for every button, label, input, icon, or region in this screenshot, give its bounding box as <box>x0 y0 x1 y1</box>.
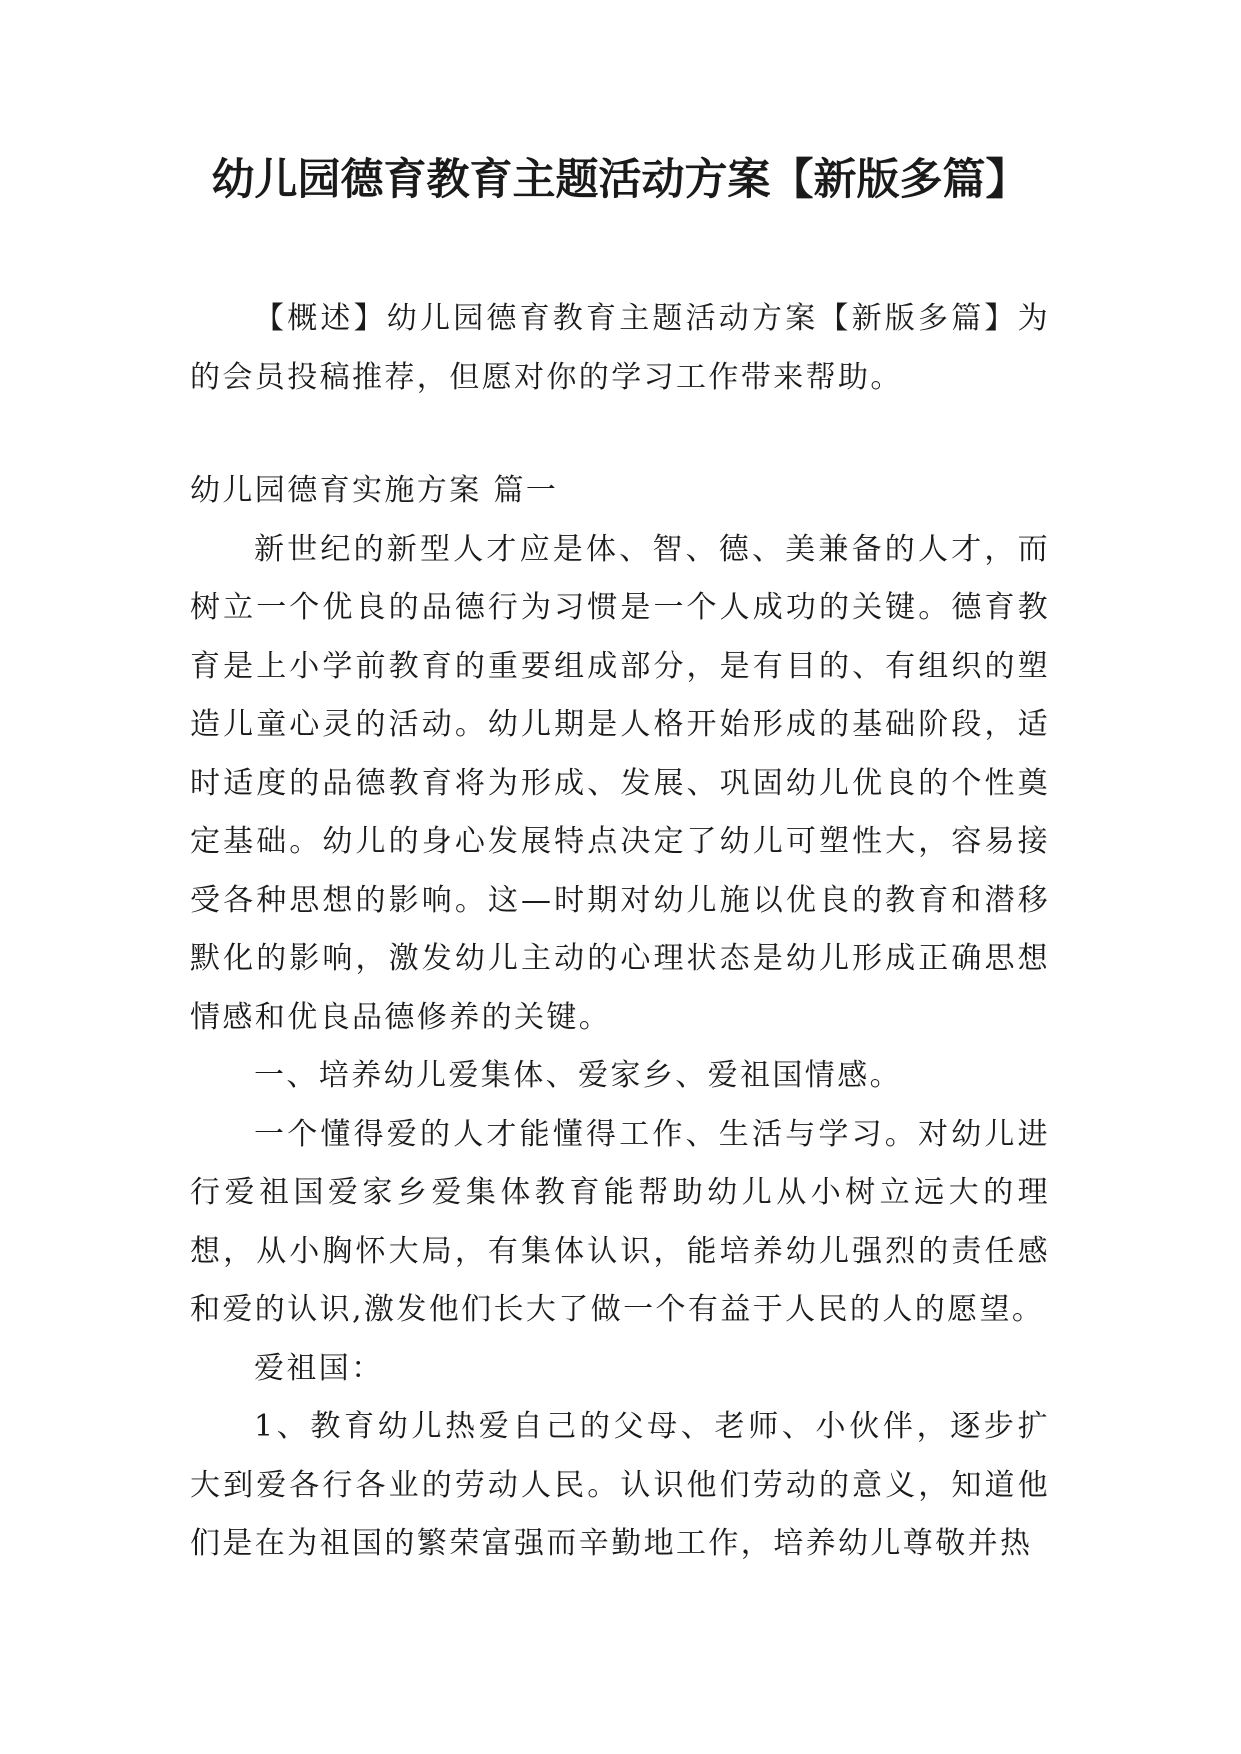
summary-block <box>190 290 1050 407</box>
summary-paragraph: 【概述】幼儿园德育教育主题活动方案【新版多篇】为的会员投稿推荐，但愿对你的学习工作带来帮助。 <box>190 301 1050 395</box>
body-paragraph: 一个懂得爱的人才能懂得工作、生活与学习。对幼儿进行爱祖国爱家乡爱集体教育能帮助幼儿从小树立远大的理想，从小胸怀大局，有集体认识，能培养幼儿强烈的责任感和爱的认识,激发他们长大了做一个有益于人民的人的愿望。 <box>190 1116 1050 1327</box>
section-one <box>190 462 1050 1574</box>
body-paragraph: 新世纪的新型人才应是体、智、德、美兼备的人才，而树立一个优良的品德行为习惯是一个人成功的关键。德育教育是上小学前教育的重要组成部分，是有目的、有组织的塑造儿童心灵的活动。幼儿期是人格开始形成的基础阶段，适时适度的品德教育将为形成、发展、巩固幼儿优良的个性奠定基础。幼儿的身心发展特点决定了幼儿可塑性大，容易接受各种思想的影响。这—时期对幼儿施以优良的教育和潜移默化的影响，激发幼儿主动的心理状态是幼儿形成正确思想情感和优良品德修养的关键。 <box>190 531 1050 1035</box>
document-title: 幼儿园德育教育主题活动方案【新版多篇】 <box>211 155 1029 205</box>
body-paragraph: 一、培养幼儿爱集体、爱家乡、爱祖国情感。 <box>254 1058 902 1093</box>
body-paragraph: 1、教育幼儿热爱自己的父母、老师、小伙伴，逐步扩大到爱各行各业的劳动人民。认识他们劳动的意义，知道他们是在为祖国的繁荣富强而辛勤地工作，培养幼儿尊敬并热 <box>190 1409 1050 1561</box>
section-heading: 幼儿园德育实施方案 篇一 <box>190 473 559 508</box>
body-paragraph: 爱祖国： <box>254 1350 384 1386</box>
